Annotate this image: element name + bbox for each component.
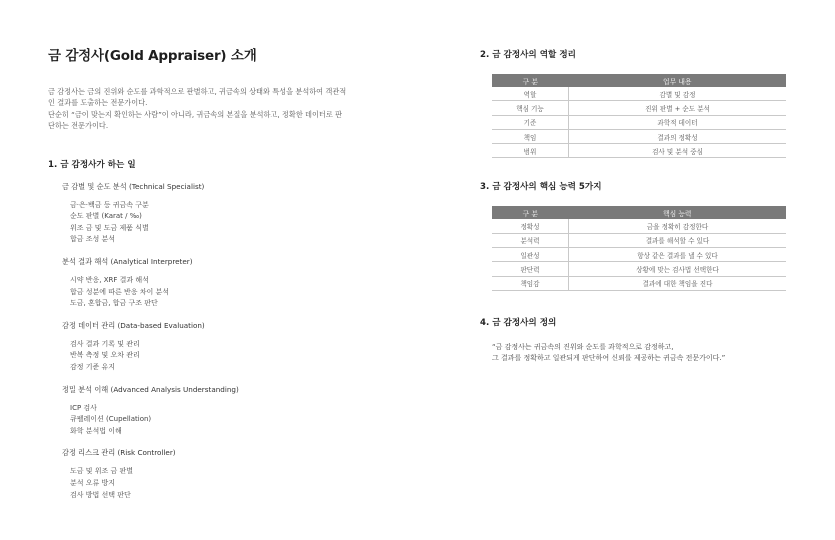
task-group-title: 금 감별 및 순도 분석 (Technical Specialist) <box>62 181 205 191</box>
task-item: 도금 및 위조 금 판별 <box>70 467 133 476</box>
task-group <box>62 385 378 438</box>
table-cell: 정확성 <box>492 219 569 233</box>
task-item: 반복 측정 및 오차 관리 <box>70 351 140 360</box>
definition-line: 그 결과를 정확하고 일관되게 판단하여 신뢰를 제공하는 귀금속 전문가이다.” <box>492 354 726 363</box>
table-row <box>492 233 786 247</box>
task-list <box>70 275 378 310</box>
table-cell: 금을 정확히 감정한다 <box>569 219 787 233</box>
task-group <box>62 182 378 246</box>
task-list <box>70 339 378 374</box>
table-cell: 책임 <box>492 129 569 143</box>
role-table <box>492 74 786 158</box>
table-cell: 책임감 <box>492 276 569 290</box>
table-row <box>492 262 786 276</box>
task-item: 위조 금 및 도금 제품 식별 <box>70 223 149 232</box>
intro-paragraph <box>48 86 378 132</box>
table-header-row <box>492 74 786 87</box>
table-header-cell: 구 분 <box>492 206 569 219</box>
task-item: ICP 검사 <box>70 403 97 412</box>
task-group <box>62 448 378 501</box>
task-group-title: 정밀 분석 이해 (Advanced Analysis Understanding) <box>62 384 239 394</box>
table-row <box>492 115 786 129</box>
task-group <box>62 321 378 374</box>
definition-line: “금 감정사는 귀금속의 진위와 순도를 과학적으로 감정하고, <box>492 342 674 351</box>
task-item: 화학 분석법 이해 <box>70 426 122 435</box>
intro-line: 인 결과를 도출하는 전문가이다. <box>48 98 148 108</box>
table-cell: 범위 <box>492 144 569 158</box>
task-group-title: 감정 데이터 관리 (Data-based Evaluation) <box>62 320 205 330</box>
task-item: 도금, 혼합금, 합금 구조 판단 <box>70 299 158 308</box>
table-cell: 진위 판별 + 순도 분석 <box>569 101 787 115</box>
page-title: 금 감정사(Gold Appraiser) 소개 <box>48 48 257 64</box>
ability-table <box>492 206 786 290</box>
section1-title: 1. 금 감정사가 하는 일 <box>48 159 136 170</box>
table-cell: 기준 <box>492 115 569 129</box>
table-cell: 항상 같은 결과를 낼 수 있다 <box>569 248 787 262</box>
table-cell: 감별 및 감정 <box>569 87 787 101</box>
task-list <box>70 403 378 438</box>
table-row <box>492 276 786 290</box>
table-row <box>492 248 786 262</box>
task-item: 분석 오류 방지 <box>70 478 116 487</box>
task-item: 순도 판별 (Karat / ‰) <box>70 212 142 221</box>
task-item: 합금 성분에 따른 반응 차이 분석 <box>70 287 170 296</box>
table-cell: 과학적 데이터 <box>569 115 787 129</box>
table-row <box>492 129 786 143</box>
table-header-row <box>492 206 786 219</box>
task-item: 큐펠레이션 (Cupellation) <box>70 415 152 424</box>
task-item: 금·은·백금 등 귀금속 구분 <box>70 200 149 209</box>
section3-title: 3. 금 감정사의 핵심 능력 5가지 <box>480 182 602 193</box>
task-list <box>70 200 378 246</box>
table-row <box>492 101 786 115</box>
section2-title: 2. 금 감정사의 역할 정리 <box>480 50 576 60</box>
intro-line: 단순히 “금이 맞는지 확인하는 사람”이 아니라, 귀금속의 본질을 분석하고, 정확한 데이터로 판 <box>48 109 343 119</box>
table-row <box>492 219 786 233</box>
table-cell: 역할 <box>492 87 569 101</box>
table-row <box>492 144 786 158</box>
table-row <box>492 87 786 101</box>
task-item: 검사 방법 선택 판단 <box>70 490 131 499</box>
intro-line: 단하는 전문가이다. <box>48 121 109 131</box>
table-cell: 일관성 <box>492 248 569 262</box>
table-header-cell: 핵심 능력 <box>569 206 787 219</box>
left-column <box>48 44 378 512</box>
task-item: 검사 결과 기록 및 관리 <box>70 339 140 348</box>
table-header-cell: 업무 내용 <box>569 74 787 87</box>
table-cell: 결과에 대한 책임을 진다 <box>569 276 787 290</box>
task-item: 합금 조성 분석 <box>70 235 116 244</box>
table-cell: 판단력 <box>492 262 569 276</box>
right-column <box>480 48 790 364</box>
definition-quote <box>492 342 790 364</box>
table-cell: 상황에 맞는 검사법 선택한다 <box>569 262 787 276</box>
task-group <box>62 257 378 310</box>
task-group-title: 감정 리스크 관리 (Risk Controller) <box>62 448 176 458</box>
intro-line: 금 감정사는 금의 진위와 순도를 과학적으로 판별하고, 귀금속의 상태와 특성을 분석하여 객관적 <box>48 87 347 96</box>
task-item: 시약 반응, XRF 결과 해석 <box>70 276 149 284</box>
task-group-title: 분석 결과 해석 (Analytical Interpreter) <box>62 257 193 266</box>
section4-title: 4. 금 감정사의 정의 <box>480 317 557 328</box>
table-cell: 결과를 해석할 수 있다 <box>569 233 787 247</box>
task-list <box>70 466 378 501</box>
table-cell: 분석력 <box>492 233 569 247</box>
table-header-cell: 구 분 <box>492 74 569 87</box>
table-cell: 검사 및 분석 중심 <box>569 144 787 158</box>
table-cell: 결과의 정확성 <box>569 129 787 143</box>
task-item: 감정 기준 유지 <box>70 362 116 371</box>
table-cell: 핵심 기능 <box>492 101 569 115</box>
